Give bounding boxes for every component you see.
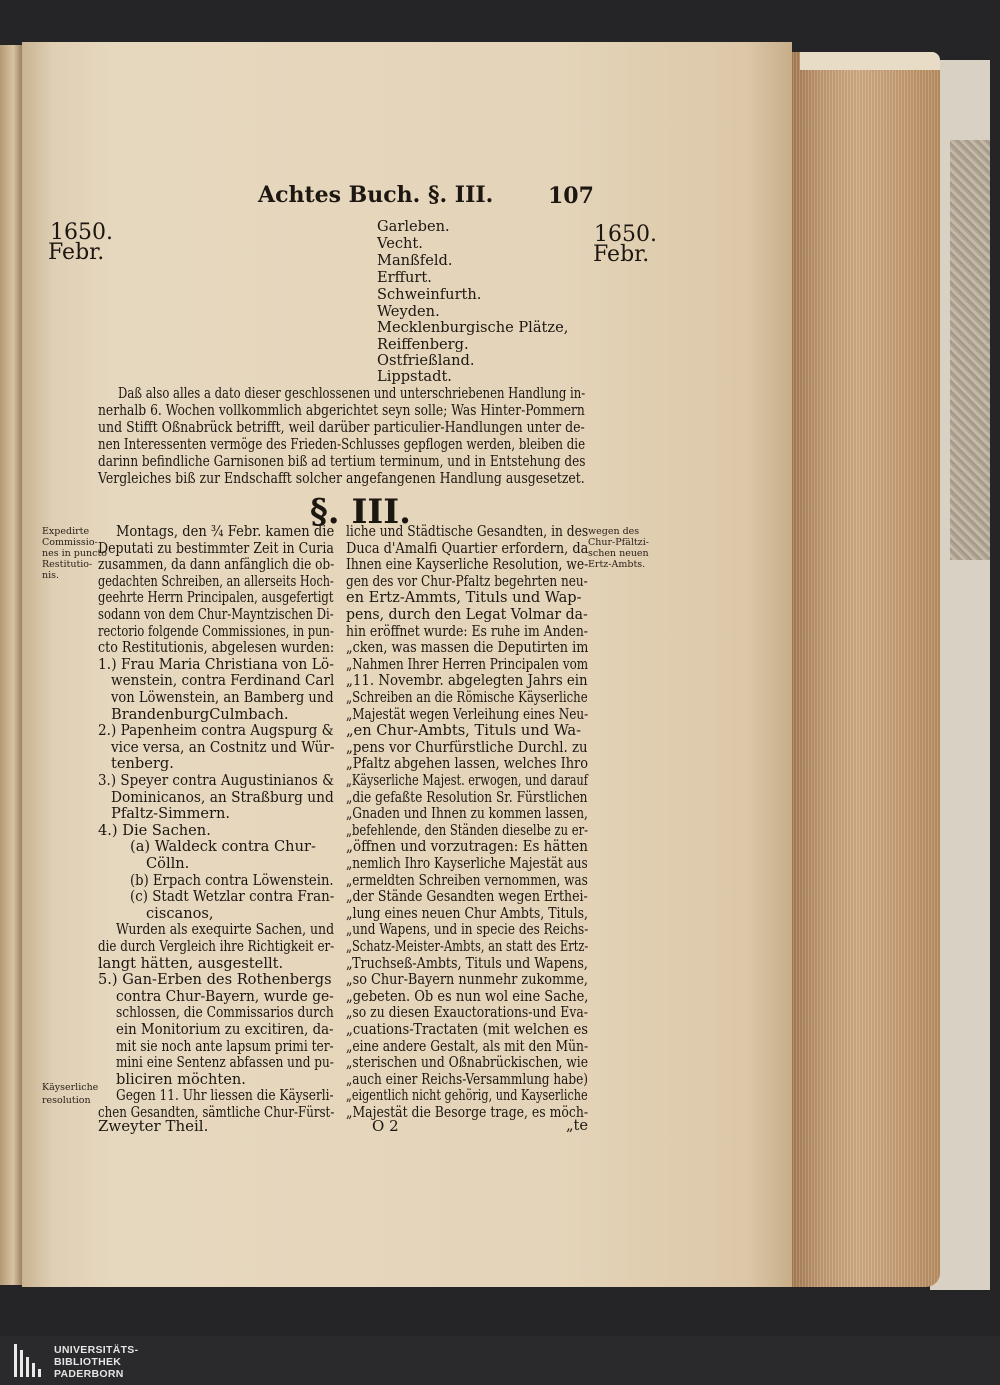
column-line: „Schreiben an die Römische Käyserliche xyxy=(346,689,588,706)
column-line: „pens vor Churfürstliche Durchl. zu xyxy=(346,738,588,756)
page-block-edge xyxy=(790,52,940,1287)
library-logo-icon xyxy=(14,1344,48,1377)
column-line: ciscanos, xyxy=(146,904,214,922)
column-line: tenberg. xyxy=(111,755,174,773)
page-block-top xyxy=(800,52,940,70)
margin-note-line: resolution xyxy=(42,1095,91,1106)
column-line: contra Chur-Bayern, wurde ge- xyxy=(116,987,334,1005)
column-line: hin eröffnet wurde: Es ruhe im Anden- xyxy=(346,622,589,640)
column-line: chen Gesandten, sämtliche Chur-Fürst- xyxy=(98,1104,335,1121)
column-line: 3.) Speyer contra Augustinianos & xyxy=(98,772,335,789)
catchword: „te xyxy=(566,1117,589,1134)
intro-line: Vergleiches biß zur Endschafft solcher angefangenen Handlung ausgesetzet. xyxy=(98,470,585,487)
column-line: BrandenburgCulmbach. xyxy=(111,705,289,723)
margin-note-line: Ertz-Ambts. xyxy=(588,559,646,570)
margin-note-line: schen neuen xyxy=(588,548,649,559)
column-line: „Majestät wegen Verleihung eines Neu- xyxy=(346,705,589,723)
column-line: „Schatz-Meister-Ambts, an statt des Ertz- xyxy=(346,938,589,955)
logo-line-3: PADERBORN xyxy=(54,1368,124,1380)
column-line: (c) Stadt Wetzlar contra Fran- xyxy=(130,888,335,906)
column-line: Deputati zu bestimmter Zeit in Curia xyxy=(98,539,334,557)
column-line: „Nahmen Ihrer Herren Principalen vom xyxy=(346,655,589,673)
logo-line-1: UNIVERSITÄTS- xyxy=(54,1344,139,1356)
column-line: gen des vor Chur-Pfaltz begehrten neu- xyxy=(346,572,588,590)
column-line: vice versa, an Costnitz und Wür- xyxy=(111,738,335,756)
backing-board-texture xyxy=(950,140,990,560)
column-line: „öffnen und vorzutragen: Es hätten xyxy=(346,838,588,856)
column-line: „ermeldten Schreiben vernommen, was xyxy=(346,871,588,889)
intro-line: Daß also alles a dato dieser geschlossenen und unterschriebenen Handlung in- xyxy=(118,385,586,402)
column-line: 4.) Die Sachen. xyxy=(98,821,211,839)
column-line: „so zu diesen Exauctorations-und Eva- xyxy=(346,1004,588,1022)
left-page-edge xyxy=(0,45,22,1285)
column-line: schlossen, die Commissarios durch xyxy=(116,1004,334,1022)
column-line: „Majestät die Besorge trage, es möch- xyxy=(346,1104,589,1121)
column-line: „sterischen und Oßnabrückischen, wie xyxy=(346,1054,589,1072)
column-line: „en Chur-Ambts, Tituls und Wa- xyxy=(346,722,582,740)
column-line: „eine andere Gestalt, als mit den Mün- xyxy=(346,1037,589,1055)
column-line: Duca d'Amalfi Quartier erfordern, da xyxy=(346,539,589,557)
margin-note-line: Restitutio- xyxy=(42,559,93,570)
column-line: en Ertz-Ammts, Tituls und Wap- xyxy=(346,589,582,607)
column-line: bliciren möchten. xyxy=(116,1070,246,1088)
column-line: „nemlich Ihro Kayserliche Majestät aus xyxy=(346,855,588,872)
place-list-item: Manßfeld. xyxy=(377,252,453,269)
intro-line: nen Interessenten vermöge des Frieden-Schlusses gepflogen werden, bleiben die xyxy=(98,436,586,453)
place-list-item: Reiffenberg. xyxy=(377,336,469,353)
margin-note-line: Käyserliche xyxy=(42,1082,99,1093)
column-line: sodann von dem Chur-Mayntzischen Di- xyxy=(98,606,334,623)
column-line: die durch Vergleich ihre Richtigkeit er- xyxy=(98,938,335,955)
margin-note-line: Expedirte xyxy=(42,526,90,537)
column-line: „11. Novembr. abgelegten Jahrs ein xyxy=(346,672,588,690)
left-margin-month: Febr. xyxy=(48,240,105,265)
signature-mark: O 2 xyxy=(372,1117,399,1135)
place-list-item: Vecht. xyxy=(377,235,423,252)
logo-line-2: BIBLIOTHEK xyxy=(54,1356,122,1368)
column-line: liche und Städtische Gesandten, in des xyxy=(346,523,589,540)
column-line: mini eine Sentenz abfassen und pu- xyxy=(116,1054,334,1072)
column-line: „Truchseß-Ambts, Tituls und Wapens, xyxy=(346,954,588,972)
column-line: geehrte Herrn Principalen, ausgefertigt xyxy=(98,589,334,607)
column-line: Montags, den ¾ Febr. kamen die xyxy=(116,523,335,540)
column-line: „so Chur-Bayern nunmehr zukomme, xyxy=(346,971,589,989)
column-line: „Pfaltz abgehen lassen, welches Ihro xyxy=(346,755,589,773)
column-line: (a) Waldeck contra Chur- xyxy=(130,838,316,856)
margin-note-line: Commissio- xyxy=(42,537,98,548)
column-line: „befehlende, den Ständen dieselbe zu er- xyxy=(346,821,589,839)
column-line: „lung eines neuen Chur Ambts, Tituls, xyxy=(346,904,588,922)
section-heading: §. III. xyxy=(310,492,412,532)
column-line: Ihnen eine Kayserliche Resolution, we- xyxy=(346,556,589,574)
column-line: pens, durch den Legat Volmar da- xyxy=(346,606,588,623)
intro-line: und Stifft Oßnabrück betrifft, weil darüber particulier-Handlungen unter de- xyxy=(98,419,585,436)
place-list-item: Garleben. xyxy=(377,218,450,235)
column-line: rectorio folgende Commissiones, in pun- xyxy=(98,622,334,640)
column-line: „Gnaden und Ihnen zu kommen lassen, xyxy=(346,805,588,823)
column-line: 2.) Papenheim contra Augspurg & xyxy=(98,722,334,740)
column-line: zusammen, da dann anfänglich die ob- xyxy=(98,556,335,574)
column-line: Cölln. xyxy=(146,855,190,872)
column-line: „und Wapens, und in specie des Reichs- xyxy=(346,921,589,939)
margin-note-line: Chur-Pfältzi- xyxy=(588,537,649,548)
column-line: von Löwenstein, an Bamberg und xyxy=(111,689,334,706)
place-list-item: Lippstadt. xyxy=(377,368,452,385)
column-line: „der Stände Gesandten wegen Erthei- xyxy=(346,888,588,906)
place-list-item: Schweinfurth. xyxy=(377,286,482,303)
right-margin-month: Febr. xyxy=(593,242,650,267)
column-line: „auch einer Reichs-Versammlung habe) xyxy=(346,1070,589,1088)
column-line: mit sie noch ante lapsum primi ter- xyxy=(116,1037,334,1055)
column-line: ein Monitorium zu excitiren, da- xyxy=(116,1021,334,1038)
place-list-item: Weyden. xyxy=(377,303,440,320)
column-line: 1.) Frau Maria Christiana von Lö- xyxy=(98,655,334,673)
column-line: Pfaltz-Simmern. xyxy=(111,805,231,823)
intro-line: darinn befindliche Garnisonen biß ad tertium terminum, und in Entstehung des xyxy=(98,453,586,470)
margin-note-line: nes in puncto xyxy=(42,548,107,559)
intro-line: nerhalb 6. Wochen vollkommlich abgerichtet seyn solle; Was Hinter-Pommern xyxy=(98,402,585,419)
margin-note-line: wegen des xyxy=(588,526,640,537)
column-line: (b) Erpach contra Löwenstein. xyxy=(130,871,334,889)
column-line: „cken, was massen die Deputirten im xyxy=(346,639,589,657)
signature-left: Zweyter Theil. xyxy=(98,1117,209,1135)
column-line: 5.) Gan-Erben des Rothenbergs xyxy=(98,971,332,989)
left-margin-year: 1650. xyxy=(50,220,113,245)
column-line: gedachten Schreiben, an allerseits Hoch- xyxy=(98,572,334,590)
column-line: wenstein, contra Ferdinand Carl xyxy=(111,672,335,690)
margin-note-line: nis. xyxy=(42,570,60,581)
page-number: 107 xyxy=(548,183,594,209)
right-margin-year: 1650. xyxy=(594,222,657,247)
column-line: „cuations-Tractaten (mit welchen es xyxy=(346,1021,589,1038)
column-line: Wurden als exequirte Sachen, und xyxy=(116,921,335,939)
column-line: „eigentlich nicht gehörig, und Kayserliche xyxy=(346,1087,588,1105)
column-line: „Käyserliche Majest. erwogen, und darauf xyxy=(346,772,588,789)
column-line: „die gefaßte Resolution Sr. Fürstlichen xyxy=(346,788,588,806)
place-list-item: Ostfrießland. xyxy=(377,352,475,369)
column-line: langt hätten, ausgestellt. xyxy=(98,954,284,972)
column-line: „gebeten. Ob es nun wol eine Sache, xyxy=(346,987,589,1005)
column-line: Gegen 11. Uhr liessen die Käyserli- xyxy=(116,1087,334,1105)
column-line: Dominicanos, an Straßburg und xyxy=(111,788,334,806)
column-line: cto Restitutionis, abgelesen wurden: xyxy=(98,639,335,657)
running-title: Achtes Buch. §. III. xyxy=(258,182,494,208)
place-list-item: Erffurt. xyxy=(377,269,432,286)
library-logo-bar xyxy=(0,1336,1000,1385)
place-list-item: Mecklenburgische Plätze, xyxy=(377,319,569,336)
